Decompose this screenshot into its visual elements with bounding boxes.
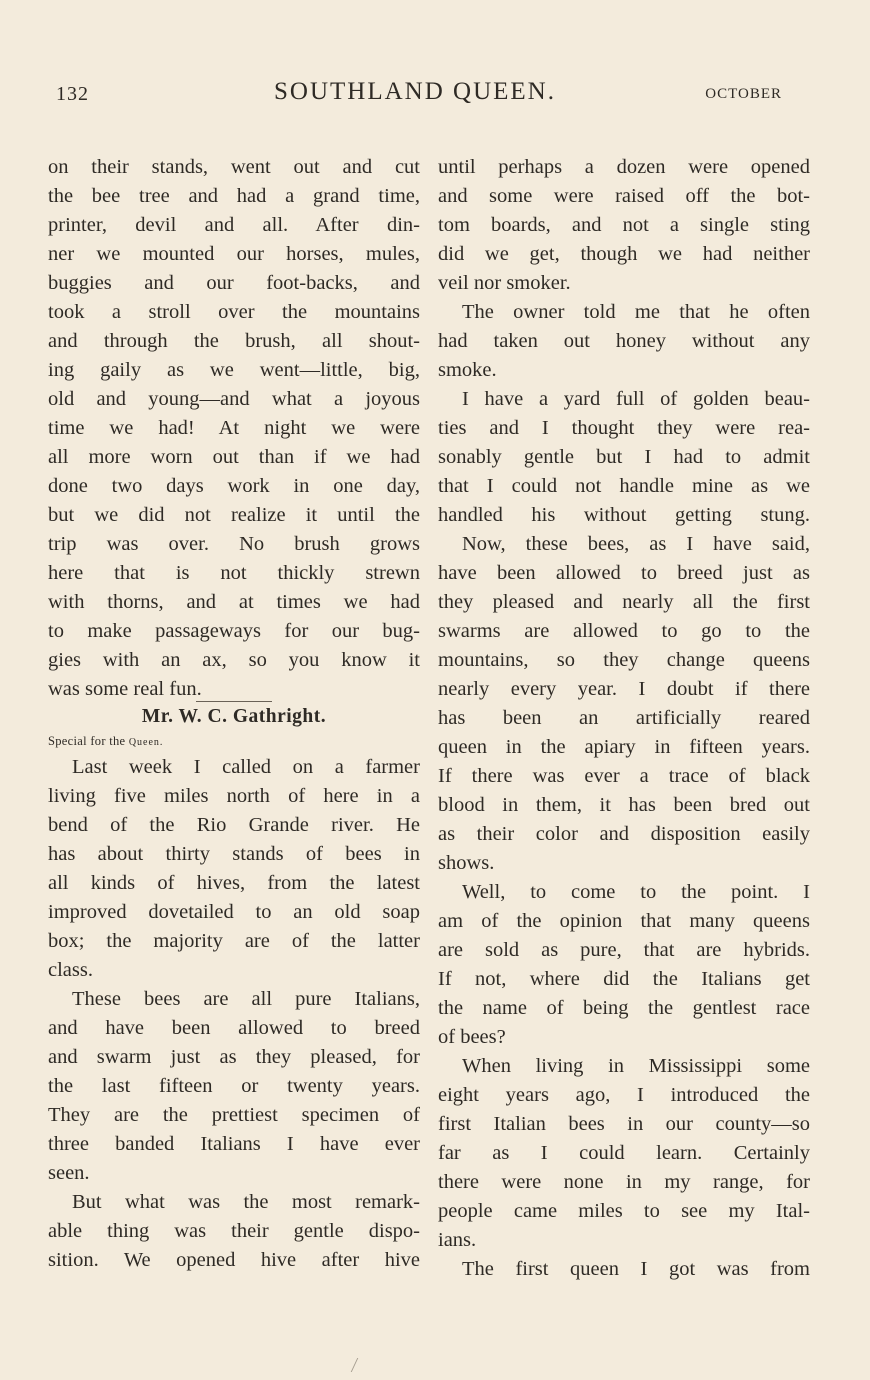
text-line: able thing was their gentle dispo- — [48, 1220, 420, 1242]
text-line: they pleased and nearly all the first — [438, 591, 810, 613]
text-line: has about thirty stands of bees in — [48, 843, 420, 865]
text-line: tom boards, and not a single sting — [438, 214, 810, 236]
text-line: swarms are allowed to go to the — [438, 620, 810, 642]
text-line: there were none in my range, for — [438, 1171, 810, 1193]
text-line: blood in them, it has been bred out — [438, 794, 810, 816]
text-line: These bees are all pure Italians, — [72, 988, 420, 1010]
text-line: queen in the apiary in fifteen years. — [438, 736, 810, 758]
text-line: did we get, though we had neither — [438, 243, 810, 265]
text-line: shows. — [438, 852, 495, 874]
text-line: three banded Italians I have ever — [48, 1133, 420, 1155]
text-line: They are the prettiest specimen of — [48, 1104, 420, 1126]
text-line: that I could not handle mine as we — [438, 475, 810, 497]
text-line: on their stands, went out and cut — [48, 156, 420, 178]
text-line: trip was over. No brush grows — [48, 533, 420, 555]
text-line: buggies and our foot-backs, and — [48, 272, 420, 294]
text-line: class. — [48, 959, 93, 981]
text-line: done two days work in one day, — [48, 475, 420, 497]
text-line: and through the brush, all shout- — [48, 330, 420, 352]
text-line: are sold as pure, that are hybrids. — [438, 939, 810, 961]
text-line: to make passageways for our bug- — [48, 620, 420, 642]
text-line: and swarm just as they pleased, for — [48, 1046, 420, 1068]
text-line: printer, devil and all. After din- — [48, 214, 420, 236]
text-line: time we had! At night we were — [48, 417, 420, 439]
print-mark — [351, 1358, 366, 1372]
text-line: Now, these bees, as I have said, — [462, 533, 810, 555]
text-line: ing gaily as we went—little, big, — [48, 359, 420, 381]
text-line: am of the opinion that many queens — [438, 910, 810, 932]
text-line: have been allowed to breed just as — [438, 562, 810, 584]
text-line: When living in Mississippi some — [462, 1055, 810, 1077]
text-line: bend of the Rio Grande river. He — [48, 814, 420, 836]
text-line: all kinds of hives, from the latest — [48, 872, 420, 894]
text-line: The first queen I got was from — [462, 1258, 810, 1280]
text-line: the bee tree and had a grand time, — [48, 185, 420, 207]
text-line: has been an artificially reared — [438, 707, 810, 729]
text-line: ties and I thought they were rea- — [438, 417, 810, 439]
text-line: gies with an ax, so you know it — [48, 649, 420, 671]
text-line: of bees? — [438, 1026, 506, 1048]
text-line: with thorns, and at times we had — [48, 591, 420, 613]
text-line: nearly every year. I doubt if there — [438, 678, 810, 700]
text-line: The owner told me that he often — [462, 301, 810, 323]
text-line: and have been allowed to breed — [48, 1017, 420, 1039]
right-column — [438, 153, 810, 1284]
text-line: improved dovetailed to an old soap — [48, 901, 420, 923]
text-line: I have a yard full of golden beau- — [462, 388, 810, 410]
text-line: until perhaps a dozen were opened — [438, 156, 810, 178]
text-line: as their color and disposition easily — [438, 823, 810, 845]
running-header — [48, 78, 782, 110]
text-line: smoke. — [438, 359, 497, 381]
text-line: far as I could learn. Certainly — [438, 1142, 810, 1164]
article-byline: Mr. W. C. Gathright. — [141, 706, 327, 727]
text-line: box; the majority are of the latter — [48, 930, 420, 952]
text-line: Well, to come to the point. I — [462, 881, 810, 903]
text-line: mountains, so they change queens — [438, 649, 810, 671]
text-line: sition. We opened hive after hive — [48, 1249, 420, 1271]
text-line: old and young—and what a joyous — [48, 388, 420, 410]
text-line: first Italian bees in our county—so — [438, 1113, 810, 1135]
text-line: was some real fun. — [48, 678, 202, 700]
text-line: people came miles to see my Ital- — [438, 1200, 810, 1222]
text-line: veil nor smoker. — [438, 272, 571, 294]
journal-title: SOUTHLAND QUEEN. — [274, 78, 556, 105]
text-line: all more worn out than if we had — [48, 446, 420, 468]
text-line: sonably gentle but I had to admit — [438, 446, 810, 468]
text-line: living five miles north of here in a — [48, 785, 420, 807]
text-line: But what was the most remark- — [72, 1191, 420, 1213]
text-line: eight years ago, I introduced the — [438, 1084, 810, 1106]
issue-month: OCTOBER — [705, 86, 782, 102]
text-line: the last fifteen or twenty years. — [48, 1075, 420, 1097]
text-line: had taken out honey without any — [438, 330, 810, 352]
text-line: seen. — [48, 1162, 90, 1184]
text-line: handled his without getting stung. — [438, 504, 810, 526]
text-line: Last week I called on a farmer — [72, 756, 420, 778]
text-line: here that is not thickly strewn — [48, 562, 420, 584]
text-line: and some were raised off the bot- — [438, 185, 810, 207]
text-line: If there was ever a trace of black — [438, 765, 810, 787]
text-line: took a stroll over the mountains — [48, 301, 420, 323]
left-column — [48, 153, 420, 1275]
special-note — [48, 731, 420, 753]
special-note-prefix: Special for the — [48, 734, 129, 748]
text-line: ner we mounted our horses, mules, — [48, 243, 420, 265]
text-line: ians. — [438, 1229, 477, 1251]
text-line: If not, where did the Italians get — [438, 968, 810, 990]
special-note-name: Queen. — [128, 737, 164, 748]
text-line: but we did not realize it until the — [48, 504, 420, 526]
text-line: the name of being the gentlest race — [438, 997, 810, 1019]
page-number: 132 — [56, 83, 89, 105]
